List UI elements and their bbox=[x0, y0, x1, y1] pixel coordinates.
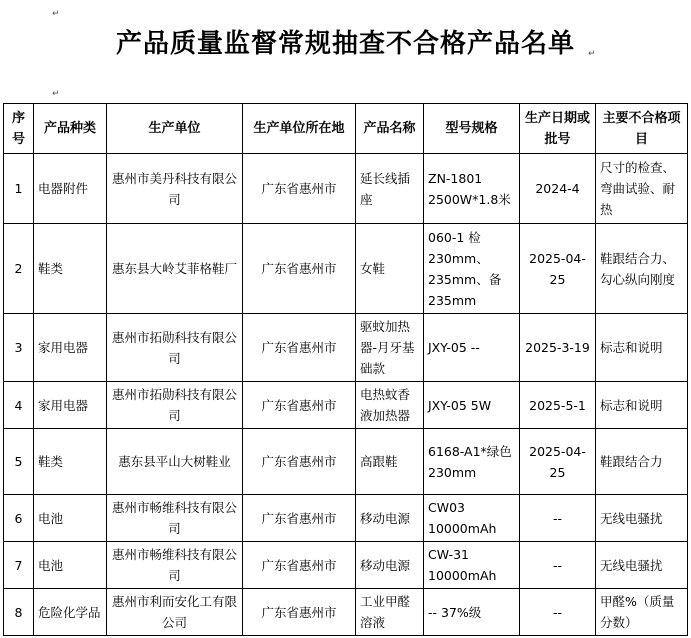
cell-category: 鞋类 bbox=[34, 224, 107, 314]
cell-date: -- bbox=[520, 542, 596, 589]
table-row bbox=[4, 495, 688, 542]
cell-producer: 惠州市拓勋科技有限公司 bbox=[107, 382, 243, 429]
cell-producer: 惠州市利而安化工有限公司 bbox=[107, 589, 243, 636]
cell-category: 危险化学品 bbox=[34, 589, 107, 636]
cell-producer: 惠州市畅维科技有限公司 bbox=[107, 495, 243, 542]
cell-product: 延长线插座 bbox=[356, 154, 424, 224]
cell-items: 甲醛%（质量分数） bbox=[596, 589, 688, 636]
cell-model: 6168-A1*绿色 230mm bbox=[424, 429, 520, 495]
cell-category: 鞋类 bbox=[34, 429, 107, 495]
cell-model: JXY-05 5W bbox=[424, 382, 520, 429]
cell-no: 5 bbox=[4, 429, 34, 495]
cell-location: 广东省惠州市 bbox=[243, 224, 356, 314]
cell-product: 工业甲醛溶液 bbox=[356, 589, 424, 636]
paragraph-mark-icon: ↵ bbox=[52, 89, 60, 99]
cell-no: 6 bbox=[4, 495, 34, 542]
cell-model: CW-31 10000mAh bbox=[424, 542, 520, 589]
cell-category: 家用电器 bbox=[34, 382, 107, 429]
cell-no: 1 bbox=[4, 154, 34, 224]
cell-producer: 惠东县平山大树鞋业 bbox=[107, 429, 243, 495]
cell-date: 2025-04-25 bbox=[520, 224, 596, 314]
cell-category: 电池 bbox=[34, 542, 107, 589]
cell-no: 3 bbox=[4, 314, 34, 382]
cell-product: 移动电源 bbox=[356, 495, 424, 542]
table-row bbox=[4, 429, 688, 495]
cell-items: 鞋跟结合力、勾心纵向刚度 bbox=[596, 224, 688, 314]
header-cell: 生产单位 bbox=[107, 104, 243, 154]
cell-model: ZN-1801 2500W*1.8米 bbox=[424, 154, 520, 224]
cell-items: 无线电骚扰 bbox=[596, 495, 688, 542]
header-cell: 生产日期或批号 bbox=[520, 104, 596, 154]
header-cell: 序号 bbox=[4, 104, 34, 154]
header-cell: 生产单位所在地 bbox=[243, 104, 356, 154]
table-row bbox=[4, 224, 688, 314]
cell-items: 尺寸的检查、弯曲试验、耐热 bbox=[596, 154, 688, 224]
cell-location: 广东省惠州市 bbox=[243, 154, 356, 224]
table-header-row bbox=[4, 104, 688, 154]
paragraph-mark-icon: ↵ bbox=[588, 49, 596, 59]
table-row bbox=[4, 382, 688, 429]
cell-date: -- bbox=[520, 589, 596, 636]
cell-location: 广东省惠州市 bbox=[243, 382, 356, 429]
cell-date: 2025-04-25 bbox=[520, 429, 596, 495]
cell-location: 广东省惠州市 bbox=[243, 495, 356, 542]
cell-date: 2025-5-1 bbox=[520, 382, 596, 429]
header-cell: 主要不合格项目 bbox=[596, 104, 688, 154]
cell-items: 鞋跟结合力 bbox=[596, 429, 688, 495]
cell-category: 家用电器 bbox=[34, 314, 107, 382]
cell-model: JXY-05 -- bbox=[424, 314, 520, 382]
cell-items: 标志和说明 bbox=[596, 314, 688, 382]
cell-producer: 惠东县大岭艾菲格鞋厂 bbox=[107, 224, 243, 314]
cell-producer: 惠州市畅维科技有限公司 bbox=[107, 542, 243, 589]
cell-product: 女鞋 bbox=[356, 224, 424, 314]
cell-location: 广东省惠州市 bbox=[243, 314, 356, 382]
header-cell: 产品种类 bbox=[34, 104, 107, 154]
paragraph-mark-icon: ↵ bbox=[52, 9, 60, 19]
cell-location: 广东省惠州市 bbox=[243, 429, 356, 495]
cell-producer: 惠州市拓勋科技有限公司 bbox=[107, 314, 243, 382]
cell-no: 7 bbox=[4, 542, 34, 589]
table-row bbox=[4, 542, 688, 589]
cell-location: 广东省惠州市 bbox=[243, 589, 356, 636]
cell-product: 驱蚊加热器-月牙基础款 bbox=[356, 314, 424, 382]
document-title: 产品质量监督常规抽查不合格产品名单 bbox=[115, 29, 575, 59]
cell-product: 电热蚊香液加热器 bbox=[356, 382, 424, 429]
cell-no: 2 bbox=[4, 224, 34, 314]
cell-category: 电池 bbox=[34, 495, 107, 542]
cell-product: 高跟鞋 bbox=[356, 429, 424, 495]
table-row bbox=[4, 589, 688, 636]
cell-producer: 惠州市美丹科技有限公司 bbox=[107, 154, 243, 224]
cell-no: 4 bbox=[4, 382, 34, 429]
cell-date: -- bbox=[520, 495, 596, 542]
cell-date: 2024-4 bbox=[520, 154, 596, 224]
table-row bbox=[4, 314, 688, 382]
cell-location: 广东省惠州市 bbox=[243, 542, 356, 589]
cell-model: -- 37%级 bbox=[424, 589, 520, 636]
header-cell: 产品名称 bbox=[356, 104, 424, 154]
table-row bbox=[4, 154, 688, 224]
cell-no: 8 bbox=[4, 589, 34, 636]
cell-model: CW03 10000mAh bbox=[424, 495, 520, 542]
cell-items: 标志和说明 bbox=[596, 382, 688, 429]
cell-category: 电器附件 bbox=[34, 154, 107, 224]
cell-model: 060-1 检 230mm、235mm、备 235mm bbox=[424, 224, 520, 314]
header-cell: 型号规格 bbox=[424, 104, 520, 154]
cell-product: 移动电源 bbox=[356, 542, 424, 589]
cell-date: 2025-3-19 bbox=[520, 314, 596, 382]
nonconforming-products-table bbox=[3, 103, 688, 636]
cell-items: 无线电骚扰 bbox=[596, 542, 688, 589]
